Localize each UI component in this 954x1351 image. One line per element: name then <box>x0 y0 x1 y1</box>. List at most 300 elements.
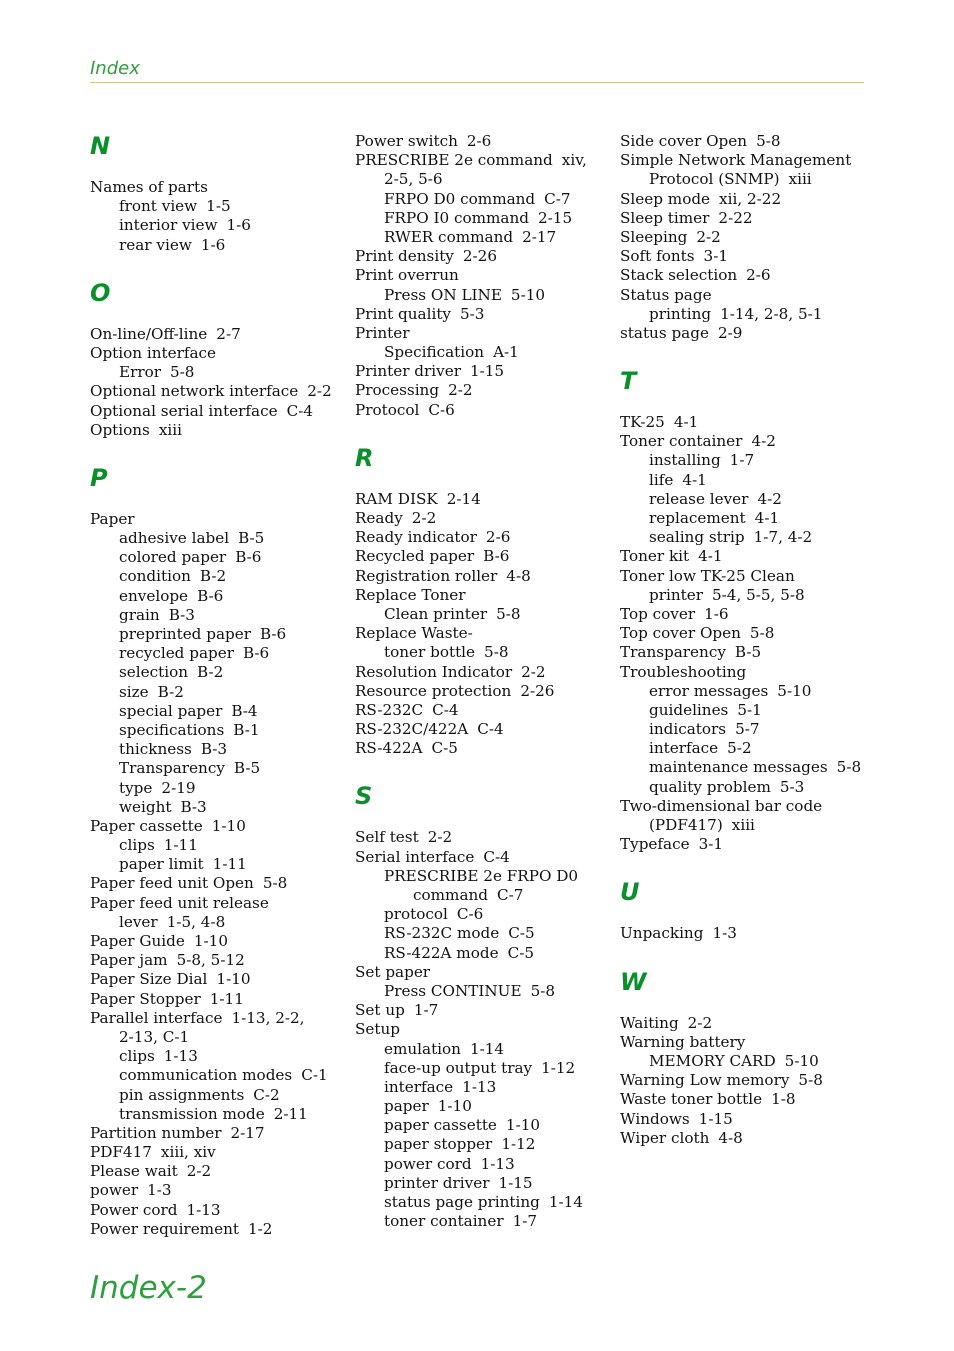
index-page-refs: B-3 <box>168 605 195 624</box>
index-term: PDF417 <box>90 1143 152 1162</box>
index-page-refs: 1-15 <box>469 362 505 381</box>
index-page-refs: B-5 <box>734 643 762 662</box>
index-page-refs: 5-8 <box>530 981 556 1000</box>
index-entry <box>620 924 875 943</box>
index-entry <box>620 567 875 586</box>
index-term: Transparency <box>620 643 726 662</box>
index-term: guidelines <box>649 700 729 719</box>
index-entry <box>355 266 610 285</box>
index-page-refs: 4-2 <box>751 432 776 451</box>
index-entry <box>620 228 875 247</box>
index-term: printer <box>649 585 703 604</box>
index-term: communication modes <box>119 1066 293 1085</box>
index-column-2 <box>355 132 610 1231</box>
index-subentry <box>90 702 345 721</box>
index-entry <box>355 586 610 605</box>
index-letter-heading: R <box>355 443 374 472</box>
index-page-refs: B-4 <box>231 701 258 720</box>
index-page-refs: 2-2 <box>427 828 453 847</box>
index-subentry <box>355 982 610 1001</box>
index-entry <box>355 151 610 170</box>
index-subentry <box>620 816 875 835</box>
index-letter-heading: S <box>355 782 373 811</box>
index-entry <box>90 510 345 529</box>
index-entry <box>90 817 345 836</box>
index-subentry <box>355 190 610 209</box>
index-page-refs: C-5 <box>508 924 535 943</box>
index-subentry <box>620 739 875 758</box>
index-entry <box>620 643 875 662</box>
index-page-refs: 1-14, 2-8, 5-1 <box>720 304 823 323</box>
index-page-refs: 1-8 <box>771 1090 796 1109</box>
index-page-refs: 4-1 <box>698 547 723 566</box>
index-term: Optional serial interface <box>90 401 278 420</box>
index-term: special paper <box>119 701 223 720</box>
index-page-refs: 1-13 <box>163 1047 198 1066</box>
index-entry <box>620 266 875 285</box>
index-page-refs: 3-1 <box>698 835 724 854</box>
index-page-refs: B-3 <box>180 797 207 816</box>
index-term: Print density <box>355 247 454 266</box>
index-term: Names of parts <box>90 178 208 196</box>
index-term: maintenance messages <box>649 758 828 777</box>
index-term: RS-232C/422A <box>355 720 469 739</box>
index-subentry <box>620 1052 875 1071</box>
index-page-refs: 5-10 <box>510 285 546 304</box>
index-subentry <box>355 643 610 662</box>
index-subentry <box>620 778 875 797</box>
index-term: Clean printer <box>384 604 488 623</box>
index-subentry <box>620 586 875 605</box>
index-page-refs: B-3 <box>200 740 228 759</box>
index-page-refs: 1-7, 4-2 <box>753 528 813 547</box>
index-entry <box>620 605 875 624</box>
index-entry <box>355 132 610 151</box>
index-subentry <box>90 548 345 567</box>
index-term: Ready <box>355 509 403 527</box>
index-entry <box>355 848 610 867</box>
index-term: installing <box>649 451 721 470</box>
page-number-label: Index-2 <box>90 1270 207 1306</box>
index-page-refs: 1-3 <box>712 924 737 943</box>
index-page-refs: C-6 <box>428 400 455 419</box>
index-term: paper cassette <box>384 1116 497 1135</box>
index-term: Sleeping <box>620 227 688 246</box>
index-subentry <box>90 236 345 255</box>
index-subentry <box>90 1086 345 1105</box>
index-page-refs: B-6 <box>197 586 224 605</box>
index-page-refs: B-2 <box>157 682 184 701</box>
index-term: Toner low TK-25 Clean <box>620 566 795 585</box>
index-entry <box>620 1071 875 1090</box>
index-subentry <box>90 759 345 778</box>
index-page-refs: 5-7 <box>735 720 760 739</box>
index-term: Specification <box>384 343 485 362</box>
index-entry <box>355 682 610 701</box>
index-page-refs: 5-8 <box>798 1071 823 1090</box>
index-term: Setup <box>355 1020 400 1039</box>
index-term: paper limit <box>119 855 204 874</box>
index-page-refs: 1-7 <box>729 451 755 470</box>
index-term: Stack selection <box>620 266 738 285</box>
index-entry <box>620 286 875 305</box>
index-term: recycled paper <box>119 644 234 663</box>
index-subentry <box>355 343 610 362</box>
index-term: Resource protection <box>355 681 512 700</box>
index-term: envelope <box>119 586 189 605</box>
index-entry <box>355 324 610 343</box>
index-entry <box>620 797 875 816</box>
index-subentry <box>90 836 345 855</box>
index-page-refs: 2-2 <box>521 662 546 681</box>
index-page-refs: xiii, xiv <box>160 1143 216 1162</box>
index-subentry <box>90 1047 345 1066</box>
index-term: Toner container <box>620 432 743 451</box>
index-subentry <box>355 1155 610 1174</box>
index-entry <box>355 247 610 266</box>
index-term: Printer driver <box>355 362 461 381</box>
index-subentry <box>620 170 875 189</box>
index-term: Paper Stopper <box>90 989 201 1008</box>
index-page-refs: 1-11 <box>163 836 198 855</box>
index-letter-heading: N <box>90 132 111 160</box>
index-term: FRPO I0 command <box>384 208 529 227</box>
index-term: 2-13, C-1 <box>119 1027 190 1046</box>
index-term: Serial interface <box>355 847 475 866</box>
index-subentry <box>355 867 610 886</box>
index-term: Unpacking <box>620 924 704 943</box>
index-page-refs: C-1 <box>301 1066 328 1085</box>
index-page-refs: 5-8 <box>749 624 775 643</box>
index-term: On-line/Off-line <box>90 324 208 343</box>
index-page-refs: 1-3 <box>147 1181 172 1200</box>
index-term: FRPO D0 command <box>384 189 536 208</box>
index-term: Processing <box>355 381 440 400</box>
index-page-refs: C-7 <box>497 886 524 904</box>
index-term: TK-25 <box>620 413 665 432</box>
index-term: printer driver <box>384 1173 490 1192</box>
index-term: Replace Waste- <box>355 624 473 643</box>
index-page-refs: 4-2 <box>757 489 782 508</box>
index-term: Paper cassette <box>90 816 203 835</box>
index-entry <box>90 1143 345 1162</box>
index-page-refs: 2-9 <box>717 323 743 342</box>
index-term: Paper jam <box>90 951 168 970</box>
index-term: PRESCRIBE 2e FRPO D0 <box>384 866 579 885</box>
index-term: interior view <box>119 216 218 235</box>
index-page-refs: xiii <box>788 170 812 189</box>
index-term: Windows <box>620 1109 690 1128</box>
index-subentry <box>90 779 345 798</box>
index-page-refs: B-6 <box>259 625 287 643</box>
index-subentry <box>355 1059 610 1078</box>
index-subentry <box>90 721 345 740</box>
index-term: Soft fonts <box>620 247 695 266</box>
index-subentry <box>355 170 610 189</box>
index-column-1 <box>90 132 345 1239</box>
index-entry <box>90 344 345 363</box>
index-term: Status page <box>620 285 712 304</box>
index-term: Print overrun <box>355 266 459 285</box>
index-term: paper <box>384 1097 429 1116</box>
index-entry <box>90 932 345 951</box>
index-subentry <box>355 1212 610 1231</box>
index-entry <box>355 701 610 720</box>
index-page-refs: C-4 <box>483 847 510 866</box>
index-entry <box>90 382 345 401</box>
index-term: Paper feed unit release <box>90 893 269 912</box>
index-page-refs: 4-1 <box>673 413 699 432</box>
index-page-refs: B-6 <box>242 644 270 663</box>
index-entry <box>355 663 610 682</box>
index-term: Self test <box>355 828 419 847</box>
index-subentry <box>90 913 345 932</box>
index-term: life <box>649 470 674 489</box>
index-term: clips <box>119 1047 155 1066</box>
index-subentry <box>355 228 610 247</box>
index-page-refs: C-5 <box>431 739 458 758</box>
index-entry <box>620 247 875 266</box>
index-subentry <box>620 528 875 547</box>
index-entry <box>620 663 875 682</box>
index-page-refs: C-4 <box>286 401 314 420</box>
index-subentry <box>90 587 345 606</box>
index-page-refs: 1-6 <box>200 235 226 254</box>
index-term: Protocol <box>355 400 420 419</box>
index-entry <box>620 1110 875 1129</box>
index-term: Please wait <box>90 1162 178 1181</box>
index-term: grain <box>119 605 160 624</box>
index-entry <box>620 624 875 643</box>
index-page-refs: 1-11 <box>212 855 247 874</box>
running-header-title: Index <box>90 58 140 79</box>
index-term: Typeface <box>620 835 690 854</box>
index-page-refs: 1-12 <box>501 1135 536 1154</box>
index-page-refs: 1-10 <box>437 1097 472 1116</box>
index-term: Transparency <box>119 759 225 778</box>
index-entry <box>355 567 610 586</box>
index-term: indicators <box>649 720 727 739</box>
index-subentry <box>620 758 875 777</box>
index-subentry <box>90 740 345 759</box>
index-page-refs: 5-8 <box>836 758 862 777</box>
index-subentry <box>355 1174 610 1193</box>
header-rule <box>90 82 864 83</box>
index-page-refs: A-1 <box>493 343 519 362</box>
index-term: sealing strip <box>649 528 745 547</box>
index-term: rear view <box>119 235 192 254</box>
index-page-refs: 4-1 <box>754 509 780 527</box>
index-entry <box>90 1009 345 1028</box>
index-page-refs: 2-14 <box>446 489 481 508</box>
index-subentry <box>90 1066 345 1085</box>
index-term: Warning battery <box>620 1032 746 1051</box>
index-term: Registration roller <box>355 566 498 585</box>
index-page-refs: B-6 <box>235 548 262 567</box>
index-page-refs: 1-2 <box>247 1219 273 1238</box>
index-entry <box>90 990 345 1009</box>
index-subentry <box>620 720 875 739</box>
index-page-refs: 4-8 <box>718 1128 743 1147</box>
index-subentry <box>90 663 345 682</box>
index-subentry <box>90 197 345 216</box>
index-term: Wiper cloth <box>620 1128 710 1147</box>
index-term: front view <box>119 197 198 216</box>
index-entry <box>90 178 345 197</box>
index-term: interface <box>384 1077 454 1096</box>
index-letter-heading: O <box>90 278 111 307</box>
index-subentry <box>90 1028 345 1047</box>
index-page-refs: 2-6 <box>746 266 771 285</box>
index-subentry <box>355 1040 610 1059</box>
index-subentry <box>355 1193 610 1212</box>
index-subentry <box>620 701 875 720</box>
index-term: condition <box>119 567 191 586</box>
index-term: Press ON LINE <box>384 285 502 304</box>
index-term: Parallel interface <box>90 1008 223 1027</box>
index-page-refs: 4-8 <box>506 566 531 585</box>
index-term: Set paper <box>355 962 431 981</box>
index-term: clips <box>119 836 155 855</box>
index-term: (PDF417) <box>649 816 723 834</box>
index-term: protocol <box>384 905 448 924</box>
index-subentry <box>90 625 345 644</box>
index-page-refs: 2-26 <box>520 681 555 700</box>
index-subentry <box>620 509 875 528</box>
index-subentry <box>355 886 610 905</box>
index-term: Paper Size Dial <box>90 970 208 989</box>
index-term: Replace Toner <box>355 585 466 604</box>
index-term: size <box>119 682 149 701</box>
index-term: Error <box>119 363 162 382</box>
index-letter-heading: P <box>90 463 108 492</box>
index-term: pin assignments <box>119 1085 245 1104</box>
index-term: interface <box>649 739 719 758</box>
index-page-refs: C-4 <box>477 720 504 739</box>
index-page-refs: 1-13 <box>186 1200 221 1219</box>
index-page-refs: 5-8 <box>170 363 195 382</box>
index-subentry <box>355 905 610 924</box>
index-page-refs: xiii <box>158 420 182 439</box>
index-term: toner container <box>384 1212 504 1231</box>
index-entry <box>355 509 610 528</box>
index-term: face-up output tray <box>384 1058 533 1077</box>
index-term: Power requirement <box>90 1219 239 1238</box>
index-subentry <box>90 529 345 548</box>
index-term: Waiting <box>620 1013 679 1032</box>
index-page-refs: C-4 <box>432 700 459 719</box>
index-subentry <box>620 451 875 470</box>
index-entry <box>355 624 610 643</box>
index-subentry <box>90 644 345 663</box>
index-subentry <box>355 1116 610 1135</box>
index-term: Power switch <box>355 132 458 150</box>
index-term: thickness <box>119 740 192 759</box>
index-term: Two-dimensional bar code <box>620 796 823 815</box>
index-term: Sleep mode <box>620 189 711 208</box>
index-term: Top cover Open <box>620 624 741 643</box>
index-subentry <box>90 855 345 874</box>
index-term: Option interface <box>90 343 217 362</box>
index-page-refs: 2-2 <box>448 381 473 400</box>
index-term: preprinted paper <box>119 625 251 643</box>
index-term: Print quality <box>355 304 452 323</box>
index-term: colored paper <box>119 548 227 567</box>
index-term: status page <box>620 323 709 342</box>
index-term: Paper Guide <box>90 932 185 950</box>
index-page-refs: xiii <box>731 816 755 834</box>
index-page-refs: 2-26 <box>462 247 497 266</box>
index-entry <box>90 894 345 913</box>
index-letter-heading: U <box>620 878 640 907</box>
index-subentry <box>620 682 875 701</box>
index-subentry <box>355 944 610 963</box>
index-page-refs: 5-8 <box>756 132 781 150</box>
index-term: Side cover Open <box>620 132 748 150</box>
index-page-refs: 2-22 <box>718 208 753 227</box>
index-page-refs: C-7 <box>544 189 571 208</box>
index-subentry <box>355 605 610 624</box>
index-entry <box>355 963 610 982</box>
index-page-refs: 1-13 <box>480 1154 515 1173</box>
index-term: RS-232C mode <box>384 924 500 943</box>
index-page-refs: 2-7 <box>216 324 241 343</box>
index-page-refs: C-2 <box>253 1085 280 1104</box>
index-page-refs: C-5 <box>507 943 534 962</box>
index-entry <box>620 413 875 432</box>
index-term: power cord <box>384 1154 472 1173</box>
index-page-refs: 2-11 <box>273 1104 308 1123</box>
index-term: command <box>413 886 489 904</box>
index-term: emulation <box>384 1039 461 1058</box>
index-term: lever <box>119 912 158 931</box>
index-entry <box>620 1129 875 1148</box>
index-page-refs: B-1 <box>233 720 260 739</box>
index-subentry <box>355 1135 610 1154</box>
index-page-refs: 2-19 <box>161 778 196 797</box>
index-letter-heading: W <box>620 967 647 996</box>
index-page-refs: 5-3 <box>779 777 805 796</box>
index-term: paper stopper <box>384 1135 493 1154</box>
index-term: Resolution Indicator <box>355 662 513 681</box>
index-page-refs: 2-6 <box>485 528 511 547</box>
index-page-refs: 1-10 <box>193 932 228 950</box>
index-subentry <box>90 683 345 702</box>
index-subentry <box>620 305 875 324</box>
index-subentry <box>90 798 345 817</box>
index-term: Power cord <box>90 1200 178 1219</box>
index-entry <box>355 1020 610 1039</box>
index-page-refs: 1-7 <box>413 1001 439 1020</box>
index-term: RWER command <box>384 227 514 246</box>
index-term: toner bottle <box>384 643 476 662</box>
index-page-refs: 2-17 <box>230 1123 265 1142</box>
index-page-refs: 2-2 <box>687 1013 713 1032</box>
index-entry <box>620 151 875 170</box>
index-page-refs: B-2 <box>199 567 227 586</box>
index-entry <box>90 1124 345 1143</box>
index-entry <box>355 381 610 400</box>
index-subentry <box>90 1105 345 1124</box>
index-column-3 <box>620 132 875 1148</box>
index-term: Options <box>90 420 150 439</box>
index-page-refs: B-5 <box>238 529 265 548</box>
index-page-refs: 1-6 <box>704 604 729 623</box>
index-entry <box>90 1201 345 1220</box>
index-term: RS-232C <box>355 700 424 719</box>
index-page-refs: 1-13, 2-2, <box>231 1008 305 1027</box>
index-term: Paper <box>90 509 135 528</box>
